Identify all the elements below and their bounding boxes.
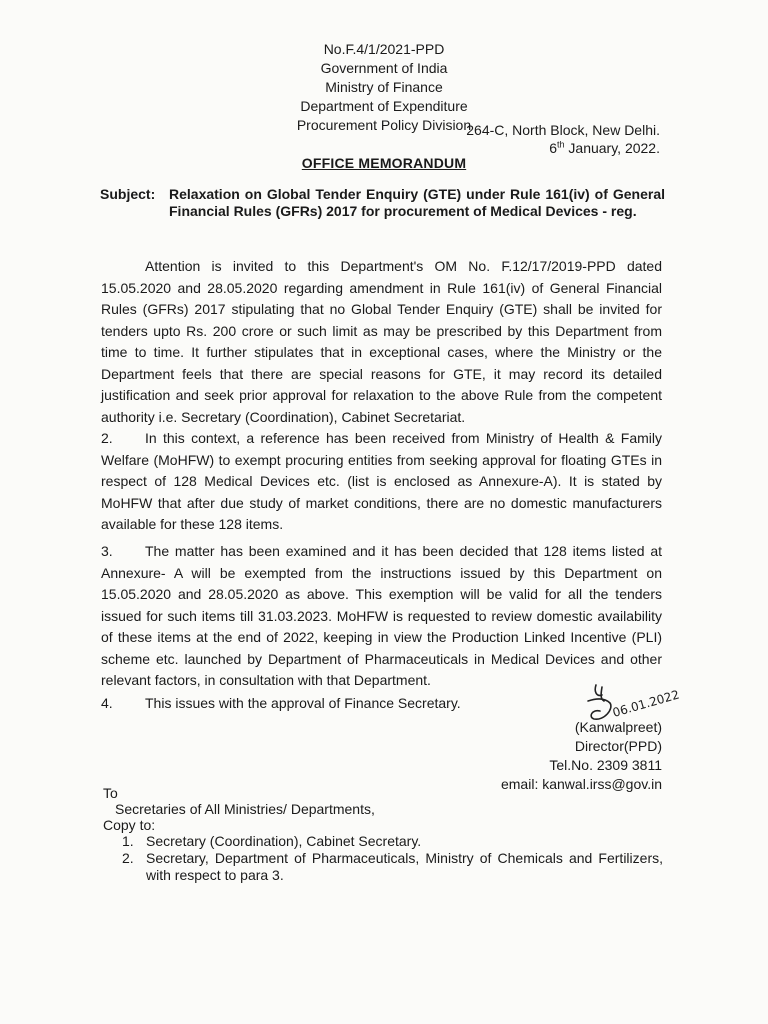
memo-title: OFFICE MEMORANDUM <box>301 155 467 171</box>
paragraph-2-number: 2. <box>101 430 113 446</box>
paragraph-1 <box>101 256 662 428</box>
ministry-name: Ministry of Finance <box>325 79 443 95</box>
paragraph-2-text: In this context, a reference has been received from Ministry of Health & Family Welfare (MoHFW) to exempt procuring entities from seeking approval for floating GTEs in respect of 128 Medical Devices etc. (list is enclosed as Annexure-A). It is stated by MoHFW that after due study of market conditions, there are no domestic manufacturers available for these 128 items. <box>101 430 662 532</box>
paragraph-1-text: Attention is invited to this Department's OM No. F.12/17/2019-PPD dated 15.05.2020 and 28.05.2020 regarding amendment in Rule 161(iv) of General Financial Rules (GFRs) 2017 stipulating that no Global Tender Enquiry (GTE) shall be invited for tenders upto Rs. 200 crore or such limit as may be prescribed by this Department from time to time. It further stipulates that in exceptional cases, where the Ministry or the Department feels that there are special reasons for GTE, it may record its detailed justification and seek prior approval for relaxation to the above Rule from the competent authority i.e. Secretary (Coordination), Cabinet Secretariat. <box>101 258 662 425</box>
signatory-block <box>501 718 662 794</box>
paragraph-3 <box>101 541 662 692</box>
memo-date: 6th January, 2022. <box>549 139 660 156</box>
signatory-phone: Tel.No. 2309 3811 <box>549 757 662 773</box>
copy-item-number: 2. <box>122 850 134 866</box>
office-address-block <box>466 121 660 157</box>
to-label: To <box>103 785 118 801</box>
paragraph-4-number: 4. <box>101 695 113 711</box>
copy-item <box>122 850 663 884</box>
paragraph-4-text: This issues with the approval of Finance Secretary. <box>145 695 461 711</box>
office-address: 264-C, North Block, New Delhi. <box>466 122 660 138</box>
department-name: Department of Expenditure <box>300 98 468 114</box>
subject-block <box>100 186 665 220</box>
copy-to-label: Copy to: <box>103 817 156 833</box>
copy-item-number: 1. <box>122 833 134 849</box>
to-recipients: Secretaries of All Ministries/ Departments, <box>115 801 375 817</box>
signature-date: 06.01.2022 <box>610 687 681 720</box>
government-name: Government of India <box>320 60 448 76</box>
addressee-block <box>103 785 375 833</box>
paragraph-3-text: The matter has been examined and it has been decided that 128 items listed at Annexure- A will be exempted from the instructions issued by this Department on 15.05.2020 and 28.05.2020 as above. This exemption will be valid for all the tenders issued for such items till 31.03.2023. MoHFW is requested to review domestic availability of these items at the end of 2022, keeping in view the Production Linked Incentive (PLI) scheme etc. launched by Department of Pharmaceuticals in Medical Devices and other relevant factors, in consultation with that Department. <box>101 543 662 688</box>
copy-item <box>122 833 663 850</box>
reference-number: No.F.4/1/2021-PPD <box>323 41 445 57</box>
signatory-designation: Director(PPD) <box>574 738 662 754</box>
signatory-email: email: kanwal.irss@gov.in <box>500 776 662 792</box>
signatory-name: (Kanwalpreet) <box>574 719 662 735</box>
paragraph-2 <box>101 428 662 536</box>
copy-item-text: Secretary, Department of Pharmaceuticals, Ministry of Chemicals and Fertilizers, with respect to para 3. <box>146 850 663 883</box>
copy-item-text: Secretary (Coordination), Cabinet Secretary. <box>146 833 422 849</box>
subject-label: Subject: <box>100 186 156 202</box>
paragraph-3-number: 3. <box>101 543 113 559</box>
subject-text: Relaxation on Global Tender Enquiry (GTE) under Rule 161(iv) of General Financial Rules (GFRs) 2017 for procurement of Medical Devices - reg. <box>169 186 665 219</box>
division-name: Procurement Policy Division <box>296 117 472 133</box>
copy-to-list <box>122 833 663 884</box>
